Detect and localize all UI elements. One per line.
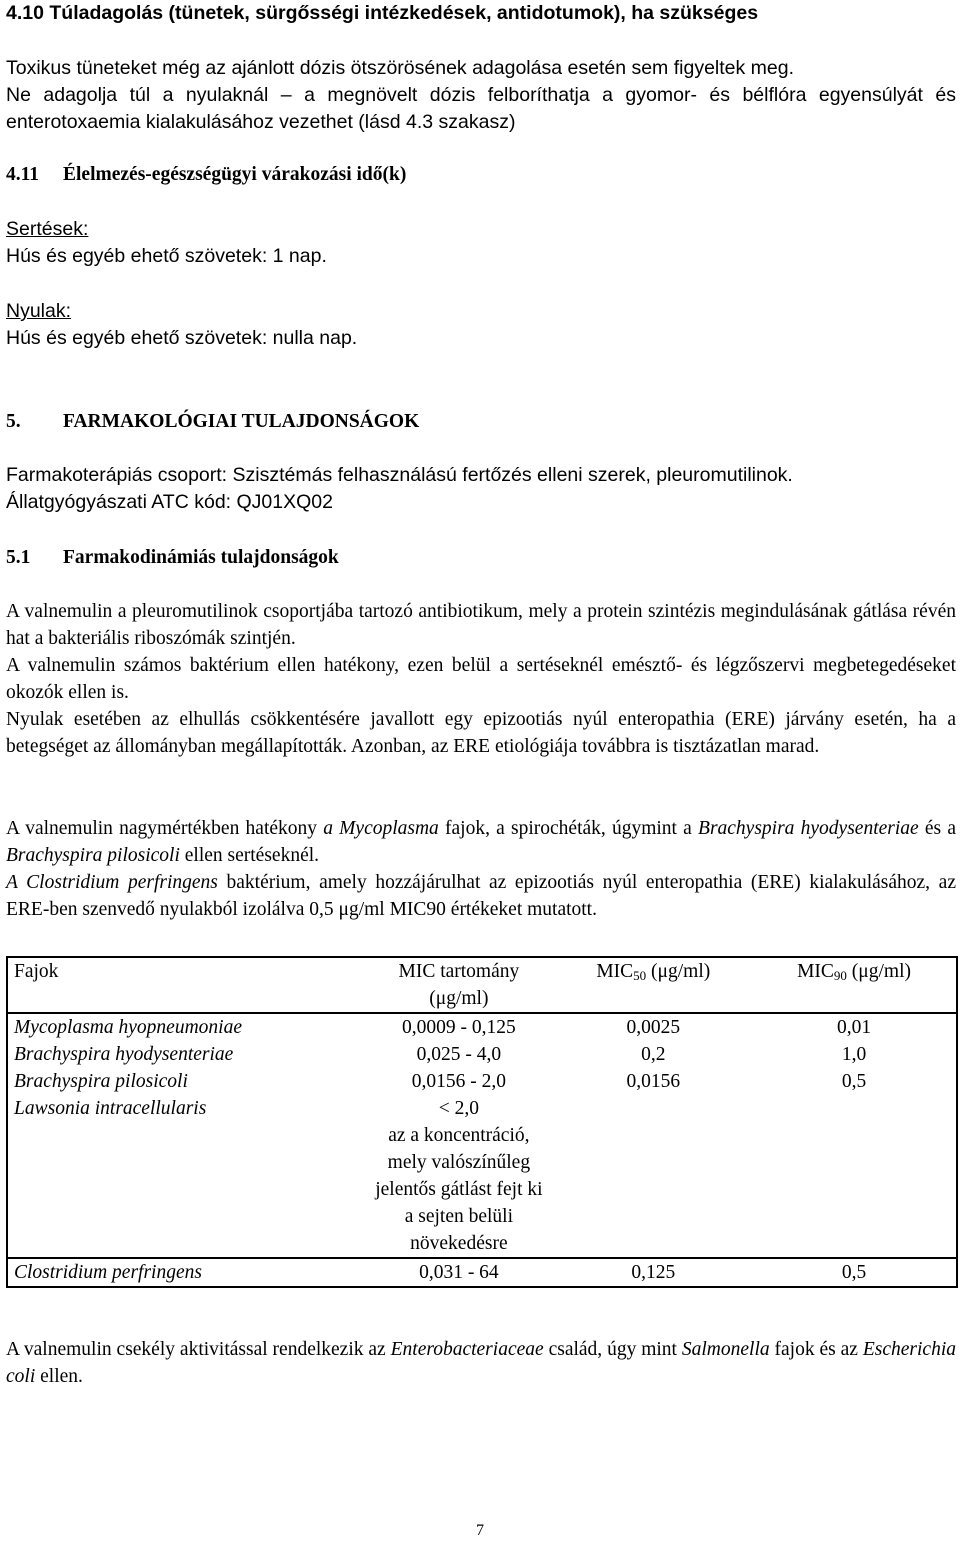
range-cell: 0,0009 - 0,125 0,025 - 4,0 0,0156 - 2,0 < 2,0 az a koncentráció, mely valószínűleg jelentős gátlást fejt ki a sejten belüli növekedésre [363,1013,554,1258]
pigs-withdrawal: Hús és egyéb ehető szövetek: 1 nap. [6,245,327,267]
pd-paragraph-2: A valnemulin számos baktérium ellen hatékony, ezen belül a sertéseknél emésztő- és légzőszervi megbetegedéseket okozók ellen is. [6,655,956,703]
section-4-11-heading [6,161,956,188]
section-5-1-heading [6,544,956,571]
final-paragraph: A valnemulin csekély aktivitással rendelkezik az Enterobacteriaceae család, úgy mint Salmonella fajok és az Escherichia coli ellen. [6,1339,956,1387]
section-4-10-heading: 4.10 Túladagolás (tünetek, sürgősségi intézkedések, antidotumok), ha szükséges [6,2,759,24]
section-title: Élelmezés-egészségügyi várakozási idő(k) [63,164,407,185]
rabbits-label: Nyulak: [6,300,72,322]
pd-paragraph-1: A valnemulin a pleuromutilinok csoportjába tartozó antibiotikum, mely a protein szintézis megindulásának gátlása révén hat a bakteriális riboszómák szintjén. [6,601,956,649]
mic50-cell: 0,125 [555,1258,753,1287]
table-body-row [7,1013,957,1258]
table-row-clostridium [7,1258,957,1287]
species-cell: Mycoplasma hyopneumoniae Brachyspira hyodysenteriae Brachyspira pilosicoli Lawsonia intracellularis [7,1013,363,1258]
section-title: Farmakodinámiás tulajdonságok [63,547,339,568]
section-number: 5.1 [6,547,31,568]
section-number: 5. [6,411,21,432]
pd-paragraph-5: A Clostridium perfringens baktérium, amely hozzájárulhat az epizootiás nyúl enteropathia (ERE) kialakulásához, az ERE-ben szenvedő nyulakból izolálva 0,5 μg/ml MIC90 értékeket mutatott. [6,872,956,920]
pharmacotherapeutic-group: Farmakoterápiás csoport: Szisztémás felhasználású fertőzés elleni szerek, pleuromutilinok. [6,464,793,486]
pigs-label: Sertések: [6,218,89,240]
rabbits-withdrawal: Hús és egyéb ehető szövetek: nulla nap. [6,327,358,349]
section-title: FARMAKOLÓGIAI TULAJDONSÁGOK [63,411,420,432]
mic-table [6,956,958,1288]
header-range: MIC tartomány (μg/ml) [398,961,520,1009]
mic90-cell: 0,5 [752,1258,957,1287]
section-4-10-paragraph: Ne adagolja túl a nyulaknál – a megnövelt dózis felboríthatja a gyomor- és bélflóra egyensúlyát és enterotoxaemia kialakulásához vezethet (lásd 4.3 szakasz) [6,84,956,133]
species-cell: Clostridium perfringens [7,1258,363,1287]
atc-code: Állatgyógyászati ATC kód: QJ01XQ02 [6,491,333,513]
section-5-heading [6,408,956,435]
header-mic90: $MIC_{90}$ (μg/ml) [797,961,911,983]
pd-paragraph-3: Nyulak esetében az elhullás csökkentésére javallott egy epizootiás nyúl enteropathia (ERE) járvány esetén, ha a betegséget az állományban megállapították. Azonban, az ERE etiológiája továbbra is tisztázatlan marad. [6,709,956,757]
range-cell: 0,031 - 64 [363,1258,554,1287]
page-number: 7 [476,1522,484,1539]
pd-paragraph-4: A valnemulin nagymértékben hatékony a Mycoplasma fajok, a spirochéták, úgymint a Brachyspira hyodysenteriae és a Brachyspira pilosicoli ellen sertéseknél. [6,818,956,866]
section-4-10-line: Toxikus tüneteket még az ajánlott dózis ötszörösének adagolása esetén sem figyeltek meg. [6,57,795,79]
mic50-cell: 0,0025 0,2 0,0156 [555,1013,753,1258]
table-header-row [7,957,957,1013]
mic90-cell: 0,01 1,0 0,5 [752,1013,957,1258]
header-mic50: $MIC_{50}$ (μg/ml) [596,961,711,983]
header-species: Fajok [14,961,59,982]
section-number: 4.11 [6,164,40,185]
